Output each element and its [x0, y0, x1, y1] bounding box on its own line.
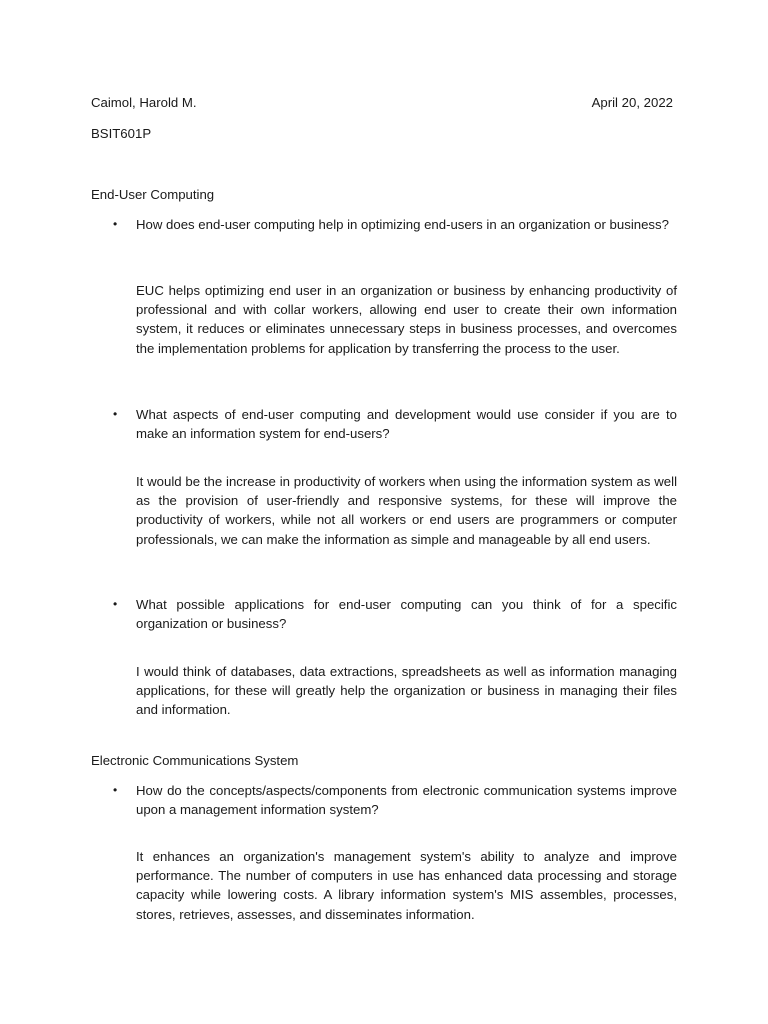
bullet-icon: • — [113, 783, 118, 797]
answer-text: It would be the increase in productivity of workers when using the information system as well as the provision of user-friendly and responsive systems, for these will improve the productivity of workers, while not all workers or end users are programmers or computer professionals, we can make the information as simple and manageable by all end users. — [136, 474, 677, 547]
document-date: April 20, 2022 — [591, 95, 673, 110]
question-text: What aspects of end-user computing and development would use consider if you are to make an information system for end-users? — [136, 407, 677, 441]
section-title-end-user-computing: End-User Computing — [91, 187, 215, 202]
section-title-electronic-communications-system: Electronic Communications System — [91, 753, 299, 768]
question-text: How do the concepts/aspects/components from electronic communication systems improve upon a management information system? — [136, 783, 677, 817]
bullet-icon: • — [113, 597, 118, 611]
answer-text: I would think of databases, data extractions, spreadsheets as well as information managing applications, for these will greatly help the organization or business in managing their files and information. — [136, 664, 677, 718]
course-code: BSIT601P — [91, 126, 152, 141]
answer-text: It enhances an organization's management system's ability to analyze and improve performance. The number of computers in use has enhanced data processing and storage capacity while lowering costs. A library information system's MIS assembles, processes, stores, retrieves, assesses, and disseminates information. — [136, 849, 677, 922]
question-text: How does end-user computing help in optimizing end-users in an organization or business? — [136, 217, 669, 232]
author-name: Caimol, Harold M. — [91, 95, 197, 110]
answer-text: EUC helps optimizing end user in an organization or business by enhancing productivity of professional and with collar workers, allowing end user to create their own information system, it reduces or eliminates unnecessary steps in business processes, and overcomes the implementation problems for application by transferring the process to the user. — [136, 283, 677, 356]
question-text: What possible applications for end-user computing can you think of for a specific organization or business? — [136, 597, 677, 631]
bullet-icon: • — [113, 217, 118, 231]
bullet-icon: • — [113, 407, 118, 421]
document-header — [91, 95, 673, 113]
